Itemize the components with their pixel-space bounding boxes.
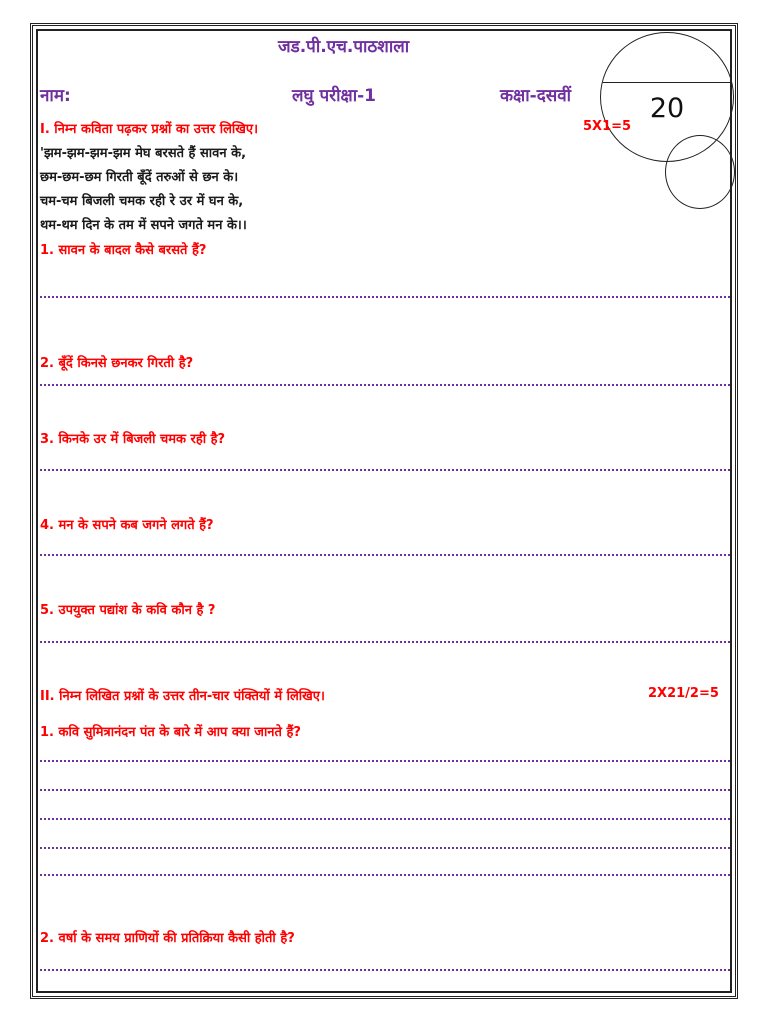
answer-line <box>40 384 730 386</box>
answer-line <box>40 554 730 556</box>
answer-line <box>40 847 730 849</box>
question-3: 3. किनके उर में बिजली चमक रही है? <box>40 432 226 447</box>
section2-question-1: 1. कवि सुमित्रानंदन पंत के बारे में आप क्या जानते हैं? <box>40 725 301 740</box>
answer-line <box>40 818 730 820</box>
answer-line <box>40 969 730 971</box>
question-1: 1. सावन के बादल कैसे बरसते हैं? <box>40 243 207 258</box>
answer-line <box>40 789 730 791</box>
name-label: नाम: <box>40 86 71 106</box>
answer-line <box>40 296 730 298</box>
answer-line <box>40 874 730 876</box>
test-title: लघु परीक्षा-1 <box>292 86 376 106</box>
class-label: कक्षा-दसवीं <box>500 86 572 106</box>
question-4: 4. मन के सपने कब जगने लगते हैं? <box>40 518 214 533</box>
answer-line <box>40 469 730 471</box>
poem-line: चम-चम बिजली चमक रही रे उर में घन के, <box>40 194 244 209</box>
poem-line: 'झम-झम-झम-झम मेघ बरसते हैं सावन के, <box>40 146 247 161</box>
section1-instruction: I. निम्न कविता पढ़कर प्रश्नों का उत्तर लिखिए। <box>40 122 259 137</box>
poem-line: छम-छम-छम गिरती बूँदें तरुओं से छन के। <box>40 170 239 185</box>
answer-line <box>40 760 730 762</box>
section1-marks: 5X1=5 <box>583 119 632 134</box>
poem-line: थम-थम दिन के तम में सपने जगते मन के।। <box>40 218 247 233</box>
section2-marks: 2X21/2=5 <box>648 686 719 701</box>
score-circle <box>665 135 735 209</box>
question-5: 5. उपयुक्त पद्यांश के कवि कौन है ? <box>40 603 216 618</box>
question-2: 2. बूँदें किनसे छनकर गिरती है? <box>40 356 194 371</box>
total-marks: 20 <box>649 93 685 124</box>
section2-instruction: II. निम्न लिखित प्रश्नों के उत्तर तीन-चार पंक्तियों में लिखिए। <box>40 689 325 704</box>
section2-question-2: 2. वर्षा के समय प्राणियों की प्रतिक्रिया कैसी होती है? <box>40 931 295 946</box>
marks-divider <box>601 82 733 83</box>
school-name: जड.पी.एच.पाठशाला <box>278 37 410 57</box>
answer-line <box>40 641 730 643</box>
